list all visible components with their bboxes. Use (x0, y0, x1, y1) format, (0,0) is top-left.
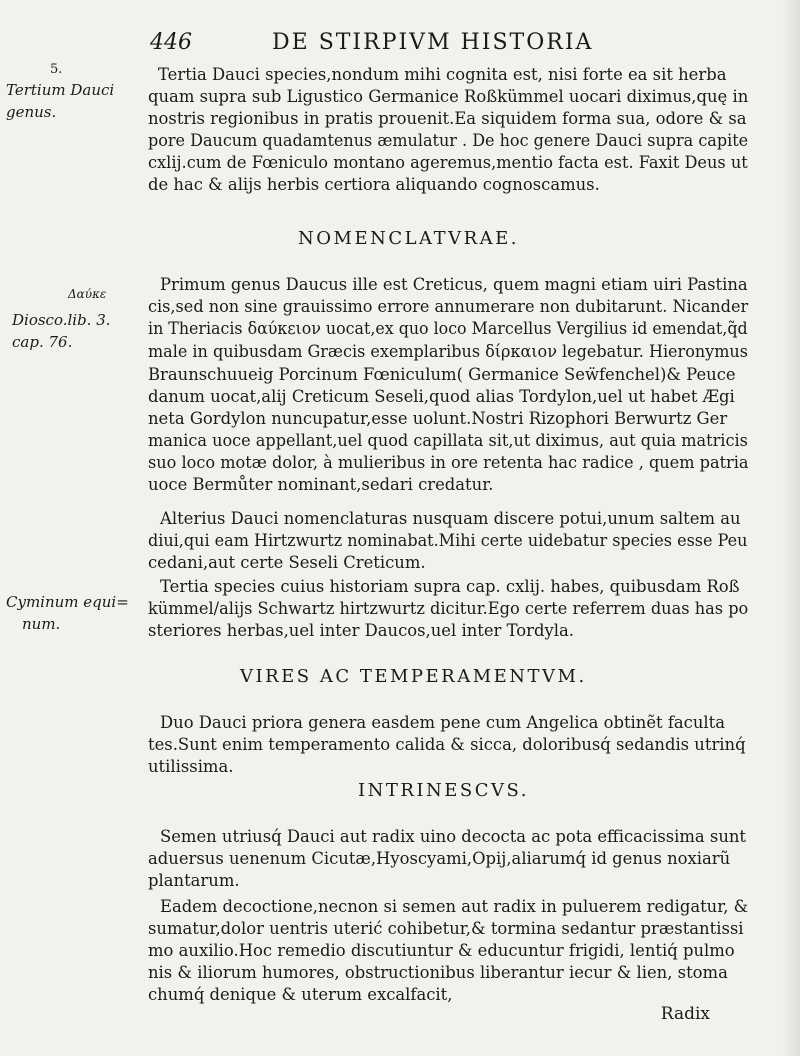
section-heading-vires: VIRES AC TEMPERAMENTVM. (240, 666, 587, 687)
text-line: cis,sed non sine grauissimo errore annumerare non dubitarunt. Nicander (148, 297, 749, 316)
text-line: Braunschuueig Porcinum Fœniculum( Germanice Seẅfenchel)& Peuce (148, 365, 736, 384)
text-line: danum uocat,alij Creticum Seseli,quod alias Tordylon,uel ut habet Ægi (148, 387, 735, 406)
margin-note-genus: genus. (6, 103, 57, 121)
text-line: Duo Dauci priora genera easdem pene cum Angelica obtinẽt faculta (160, 713, 726, 732)
text-line: sumatur,dolor uentris uterić cohibetur,& tormina sedantur præstantissi (148, 919, 744, 938)
catchword: Radix (660, 1004, 710, 1024)
section-heading-nomenclatura: NOMENCLATVRAE. (298, 228, 519, 249)
margin-note-chapter: cap. 76. (12, 333, 73, 351)
margin-note-dioscorides: Diosco.lib. 3. (12, 311, 111, 329)
text-line: utilissima. (148, 757, 234, 776)
text-line: Primum genus Daucus ille est Creticus, quem magni etiam uiri Pastina (160, 275, 748, 294)
text-line: plantarum. (148, 871, 240, 890)
margin-note-tertium: Tertium Dauci (6, 81, 115, 99)
text-line: Alterius Dauci nomenclaturas nusquam discere potui,unum saltem au (160, 509, 741, 528)
text-line: suo loco motæ dolor, à mulieribus in ore retenta hac radice , quem patria (148, 453, 749, 472)
text-line: nis & iliorum humores, obstructionibus liberantur iecur & lien, stoma (148, 963, 728, 982)
text-line: quam supra sub Ligustico Germanice Roßkümmel uocari diximus,quę in (148, 87, 749, 106)
text-line: aduersus uenenum Cicutæ,Hyoscyami,Opij,aliarumq́ id genus noxiarũ (148, 849, 731, 868)
text-line: cxlij.cum de Fœniculo montano ageremus,mentio facta est. Faxit Deus ut (148, 153, 748, 172)
text-line: mo auxilio.Hoc remedio discutiuntur & educuntur frigidi, lentiq́ pulmo (148, 941, 735, 960)
text-line: de hac & alijs herbis certiora aliquando cognoscamus. (148, 175, 600, 194)
page-edge-shadow (782, 0, 800, 1056)
text-line: chumq́ denique & uterum excalfacit, (148, 985, 453, 1004)
running-title: DE STIRPIVM HISTORIA (272, 30, 594, 55)
text-line: kümmel/alijs Schwartz hirtzwurtz dicitur.Ego certe referrem duas has po (148, 599, 749, 618)
text-line: uoce Bermůter nominant,sedari credatur. (148, 475, 494, 494)
text-line: manica uoce appellant,uel quod capillata sit,ut diximus, aut quia matricis (148, 431, 748, 450)
text-line: Tertia species cuius historiam supra cap. cxlij. habes, quibusdam Roß (160, 577, 740, 596)
text-line: steriores herbas,uel inter Daucos,uel inter Tordyla. (148, 621, 574, 640)
margin-note-num: num. (22, 615, 61, 633)
running-header (150, 30, 620, 56)
text-line: nostris regionibus in pratis prouenit.Ea siquidem forma sua, odore & sa (148, 109, 747, 128)
text-line: Semen utriusq́ Dauci aut radix uino decocta ac pota efficacissima sunt (160, 827, 747, 846)
page-number: 446 (150, 30, 192, 55)
text-line: tes.Sunt enim temperamento calida & sicca, doloribusq́ sedandis utrinq́ (148, 735, 746, 754)
text-line: neta Gordylon nuncupatur,esse uolunt.Nostri Rizophori Berwurtz Ger (148, 409, 728, 428)
text-line: cedani,aut certe Seseli Creticum. (148, 553, 426, 572)
text-line: diui,qui eam Hirtzwurtz nominabat.Mihi certe uidebatur species esse Peu (148, 531, 748, 550)
text-line: in Theriacis δαύκειον uocat,ex quo loco Marcellus Vergilius id emendat,q̃d (148, 319, 748, 338)
margin-note-cyminum: Cyminum equi= (6, 593, 129, 611)
margin-note-greek: Δαύκε (68, 287, 107, 301)
text-line: Eadem decoctione,necnon si semen aut radix in puluerem redigatur, & (160, 897, 749, 916)
text-line: Tertia Dauci species,nondum mihi cognita est, nisi forte ea sit herba (158, 65, 727, 84)
section-heading-intrinsecus: INTRINESCVS. (358, 780, 529, 801)
margin-note-number: 5. (50, 62, 63, 77)
text-line: pore Daucum quadamtenus æmulatur . De hoc genere Dauci supra capite (148, 131, 749, 150)
text-line: male in quibusdam Græcis exemplaribus δίρκαιον legebatur. Hieronymus (148, 342, 748, 361)
